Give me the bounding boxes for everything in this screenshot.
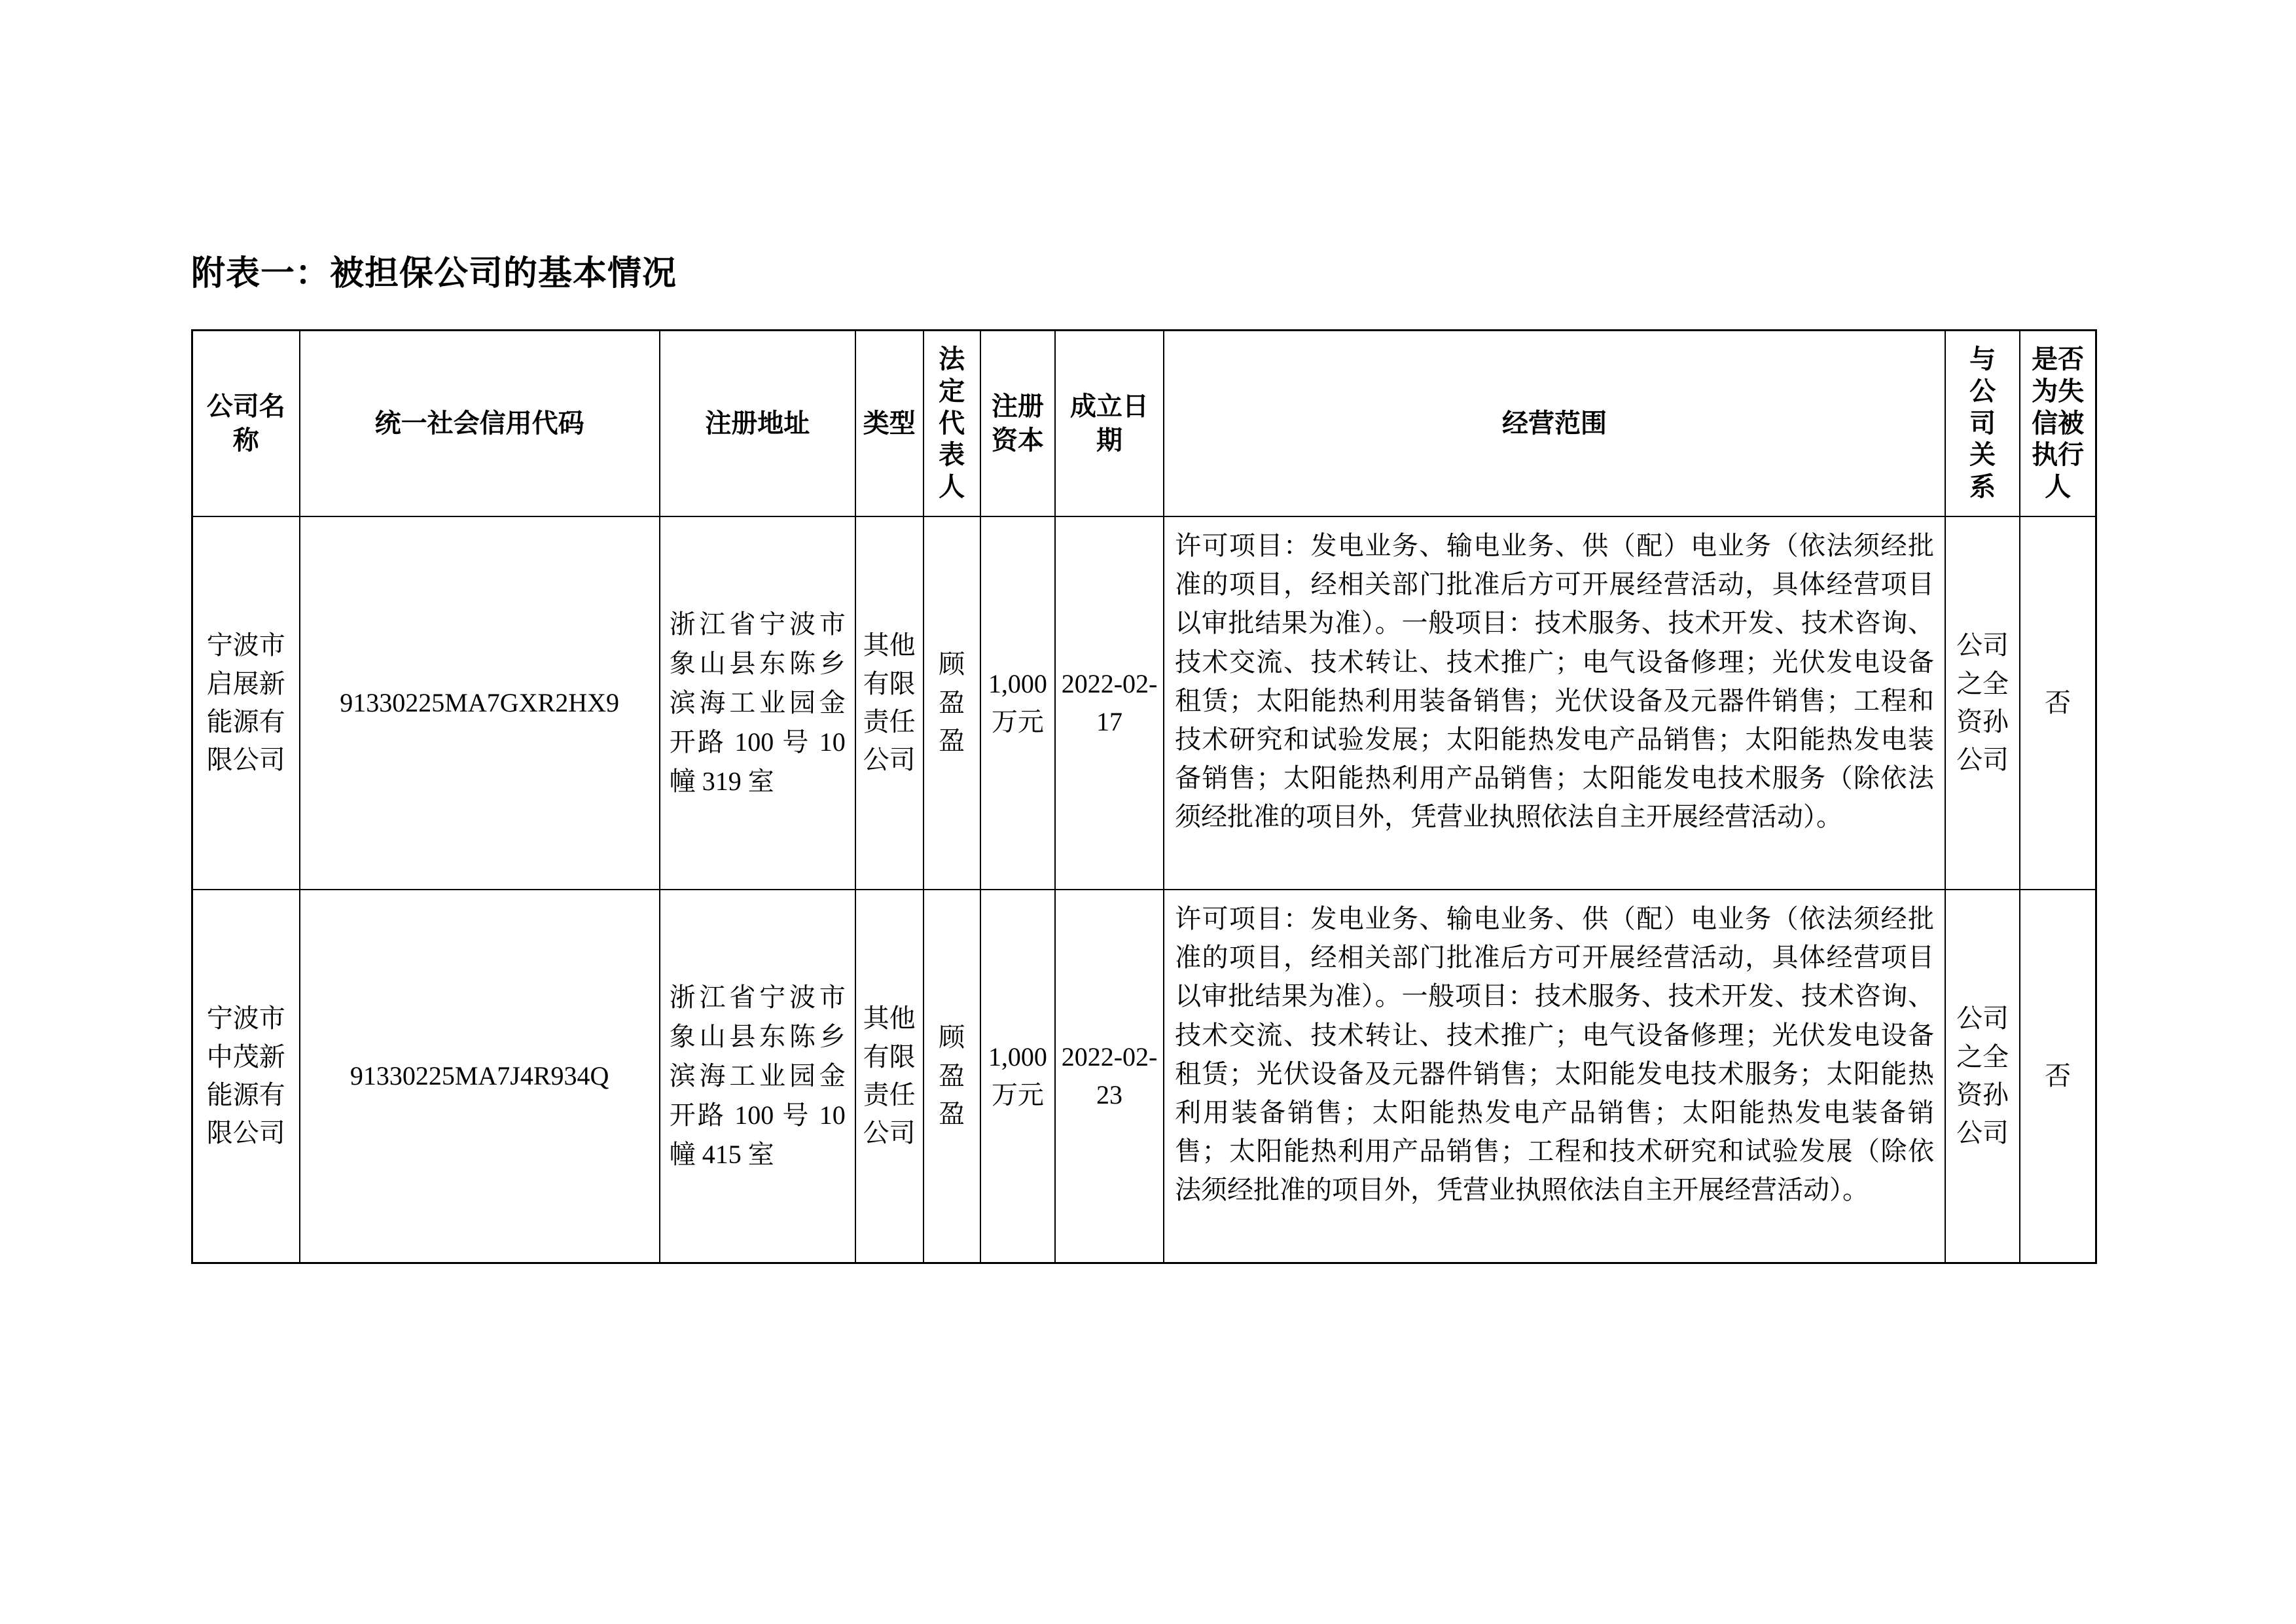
- cell-credit-code: [300, 890, 660, 1263]
- page-title: 附表一：被担保公司的基本情况: [191, 255, 677, 293]
- header-label-registered-capital: 注册资本: [991, 391, 1044, 455]
- value-dishonest-executee: 否: [2045, 687, 2072, 717]
- cell-legal-representative: [924, 890, 980, 1263]
- header-cell-dishonest-executee: [2020, 331, 2096, 517]
- value-legal-representative: 顾盈盈: [939, 649, 965, 756]
- value-legal-representative: 顾盈盈: [939, 1022, 965, 1129]
- cell-dishonest-executee: [2020, 516, 2096, 890]
- header-cell-credit-code: [300, 331, 660, 517]
- value-business-scope: 许可项目：发电业务、输电业务、供（配）电业务（依法须经批准的项目，经相关部门批准后方可开展经营活动，具体经营项目以审批结果为准）。一般项目：技术服务、技术开发、技术咨询、技术交流、技术转让、技术推广；电气设备修理；光伏发电设备租赁；太阳能热利用装备销售；光伏设备及元器件销售；工程和技术研究和试验发展；太阳能热发电产品销售；太阳能热发电装备销售；太阳能热利用产品销售；太阳能发电技术服务（除依法须经批准的项目外，凭营业执照依法自主开展经营活动）。: [1175, 531, 1934, 832]
- header-cell-type: [855, 331, 924, 517]
- cell-company-name: [192, 516, 300, 890]
- cell-type: [855, 890, 924, 1263]
- header-label-business-scope: 经营范围: [1502, 408, 1607, 439]
- header-label-establishment-date: 成立日期: [1070, 391, 1149, 455]
- value-company-name: 宁波市中茂新能源有限公司: [206, 1003, 285, 1148]
- value-registered-address: 浙江省宁波市象山县东陈乡滨海工业园金开路 100 号 10 幢 319 室: [669, 609, 846, 796]
- header-cell-legal-representative: [924, 331, 980, 517]
- header-cell-establishment-date: [1055, 331, 1164, 517]
- cell-registered-address: [660, 516, 855, 890]
- header-label-registered-address: 注册地址: [705, 408, 810, 439]
- cell-establishment-date: [1055, 516, 1164, 890]
- header-cell-company-name: [192, 331, 300, 517]
- cell-relationship: [1945, 890, 2020, 1263]
- cell-registered-address: [660, 890, 855, 1263]
- value-registered-address: 浙江省宁波市象山县东陈乡滨海工业园金开路 100 号 10 幢 415 室: [669, 983, 846, 1169]
- value-relationship: 公司之全资孙公司: [1956, 1003, 2009, 1148]
- cell-company-name: [192, 890, 300, 1263]
- guaranteed-companies-table-wrapper: [191, 329, 2097, 1264]
- cell-registered-capital: [980, 516, 1055, 890]
- table-row: [192, 516, 2096, 890]
- value-establishment-date: 2022-02-23: [1061, 1041, 1158, 1110]
- header-label-relationship: 与 公 司 关 系: [1969, 344, 1996, 502]
- value-company-name: 宁波市启展新能源有限公司: [206, 630, 285, 775]
- value-credit-code: 91330225MA7J4R934Q: [350, 1060, 609, 1091]
- value-registered-capital: 1,000 万元: [988, 668, 1047, 736]
- header-label-type: 类型: [863, 408, 916, 438]
- cell-legal-representative: [924, 516, 980, 890]
- cell-type: [855, 516, 924, 890]
- header-cell-business-scope: [1164, 331, 1945, 517]
- header-label-legal-representative: 法 定 代 表 人: [939, 344, 965, 502]
- table-header-row: [192, 331, 2096, 517]
- header-cell-relationship: [1945, 331, 2020, 517]
- value-credit-code: 91330225MA7GXR2HX9: [340, 687, 619, 717]
- header-label-dishonest-executee: 是否 为失 信被 执行 人: [2032, 344, 2085, 502]
- value-business-scope: 许可项目：发电业务、输电业务、供（配）电业务（依法须经批准的项目，经相关部门批准后方可开展经营活动，具体经营项目以审批结果为准）。一般项目：技术服务、技术开发、技术咨询、技术交流、技术转让、技术推广；电气设备修理；光伏发电设备租赁；光伏设备及元器件销售；太阳能发电技术服务；太阳能热利用装备销售；太阳能热发电产品销售；太阳能热发电装备销售；太阳能热利用产品销售；工程和技术研究和试验发展（除依法须经批准的项目外，凭营业执照依法自主开展经营活动）。: [1175, 904, 1934, 1205]
- cell-business-scope: [1164, 890, 1945, 1263]
- header-label-credit-code: 统一社会信用代码: [374, 408, 584, 439]
- cell-business-scope: [1164, 516, 1945, 890]
- cell-credit-code: [300, 516, 660, 890]
- cell-relationship: [1945, 516, 2020, 890]
- header-cell-registered-address: [660, 331, 855, 517]
- cell-registered-capital: [980, 890, 1055, 1263]
- value-dishonest-executee: 否: [2045, 1060, 2072, 1091]
- value-relationship: 公司之全资孙公司: [1956, 630, 2009, 775]
- value-registered-capital: 1,000 万元: [988, 1041, 1047, 1110]
- table-row: [192, 890, 2096, 1263]
- header-label-company-name: 公司名称: [206, 391, 285, 455]
- cell-establishment-date: [1055, 890, 1164, 1263]
- value-establishment-date: 2022-02-17: [1061, 668, 1158, 736]
- value-type: 其他有限责任公司: [863, 1003, 916, 1148]
- guaranteed-companies-table: [191, 329, 2097, 1264]
- cell-dishonest-executee: [2020, 890, 2096, 1263]
- header-cell-registered-capital: [980, 331, 1055, 517]
- value-type: 其他有限责任公司: [863, 630, 916, 775]
